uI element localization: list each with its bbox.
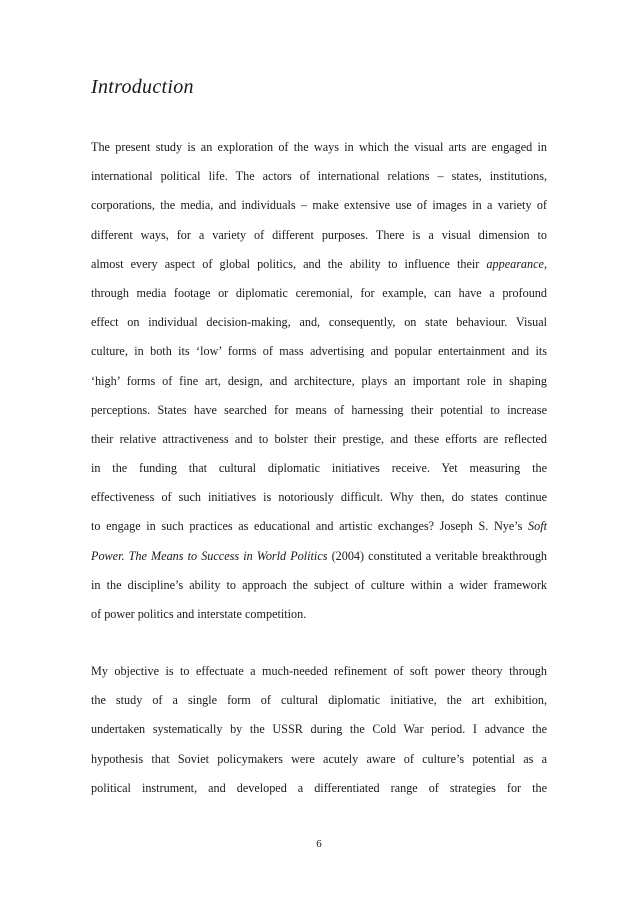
text-line: effect on individual decision-making, and, consequently, on state behaviour. Visual: [91, 315, 547, 330]
text-line: corporations, the media, and individuals – make extensive use of images in a variety of: [91, 198, 547, 213]
text-line: perceptions. States have searched for means of harnessing their potential to increase: [91, 402, 547, 417]
book-title: Soft: [528, 519, 547, 534]
text-line: to engage in such practices as educational and artistic exchanges? Joseph S. Nye’s Soft: [91, 519, 547, 534]
text-line: their relative attractiveness and to bolster their prestige, and these efforts are reflected: [91, 431, 547, 446]
text-line: the study of a single form of cultural diplomatic initiative, the art exhibition,: [91, 693, 547, 708]
page-number: 6: [316, 838, 322, 850]
emphasis: appearance: [486, 256, 544, 271]
text-line: ‘high’ forms of fine art, design, and architecture, plays an important role in shaping: [91, 373, 547, 388]
text-line: undertaken systematically by the USSR during the Cold War period. I advance the: [91, 722, 547, 737]
text-line: culture, in both its ‘low’ forms of mass advertising and popular entertainment and its: [91, 344, 547, 359]
paragraph-2: [91, 657, 547, 803]
text-line: different ways, for a variety of different purposes. There is a visual dimension to: [91, 227, 547, 242]
text-line: hypothesis that Soviet policymakers were acutely aware of culture’s potential as a: [91, 751, 547, 766]
text-line: in the funding that cultural diplomatic initiatives receive. Yet measuring the: [91, 461, 547, 476]
text-line: through media footage or diplomatic ceremonial, for example, can have a profound: [91, 285, 547, 300]
text-line: My objective is to effectuate a much-needed refinement of soft power theory through: [91, 664, 547, 678]
text-line: Power. The Means to Success in World Politics (2004) constituted a veritable breakthrough: [91, 548, 548, 563]
text-line: effectiveness of such initiatives is notoriously difficult. Why then, do states continue: [91, 490, 547, 505]
text-line: The present study is an exploration of the ways in which the visual arts are engaged in: [91, 140, 547, 154]
book-title: Power. The Means to Success in World Politics: [91, 548, 328, 563]
section-heading: Introduction: [91, 76, 194, 98]
text-line: political instrument, and developed a differentiated range of strategies for the: [91, 780, 547, 795]
text-line: in the discipline’s ability to approach the subject of culture within a wider framework: [91, 577, 547, 592]
text-line: almost every aspect of global politics, and the ability to influence their appearance,: [91, 256, 547, 271]
text-line: international political life. The actors of international relations – states, institutions,: [91, 169, 547, 184]
paragraph-1: [91, 133, 547, 629]
text-line: of power politics and interstate competition.: [91, 607, 307, 621]
